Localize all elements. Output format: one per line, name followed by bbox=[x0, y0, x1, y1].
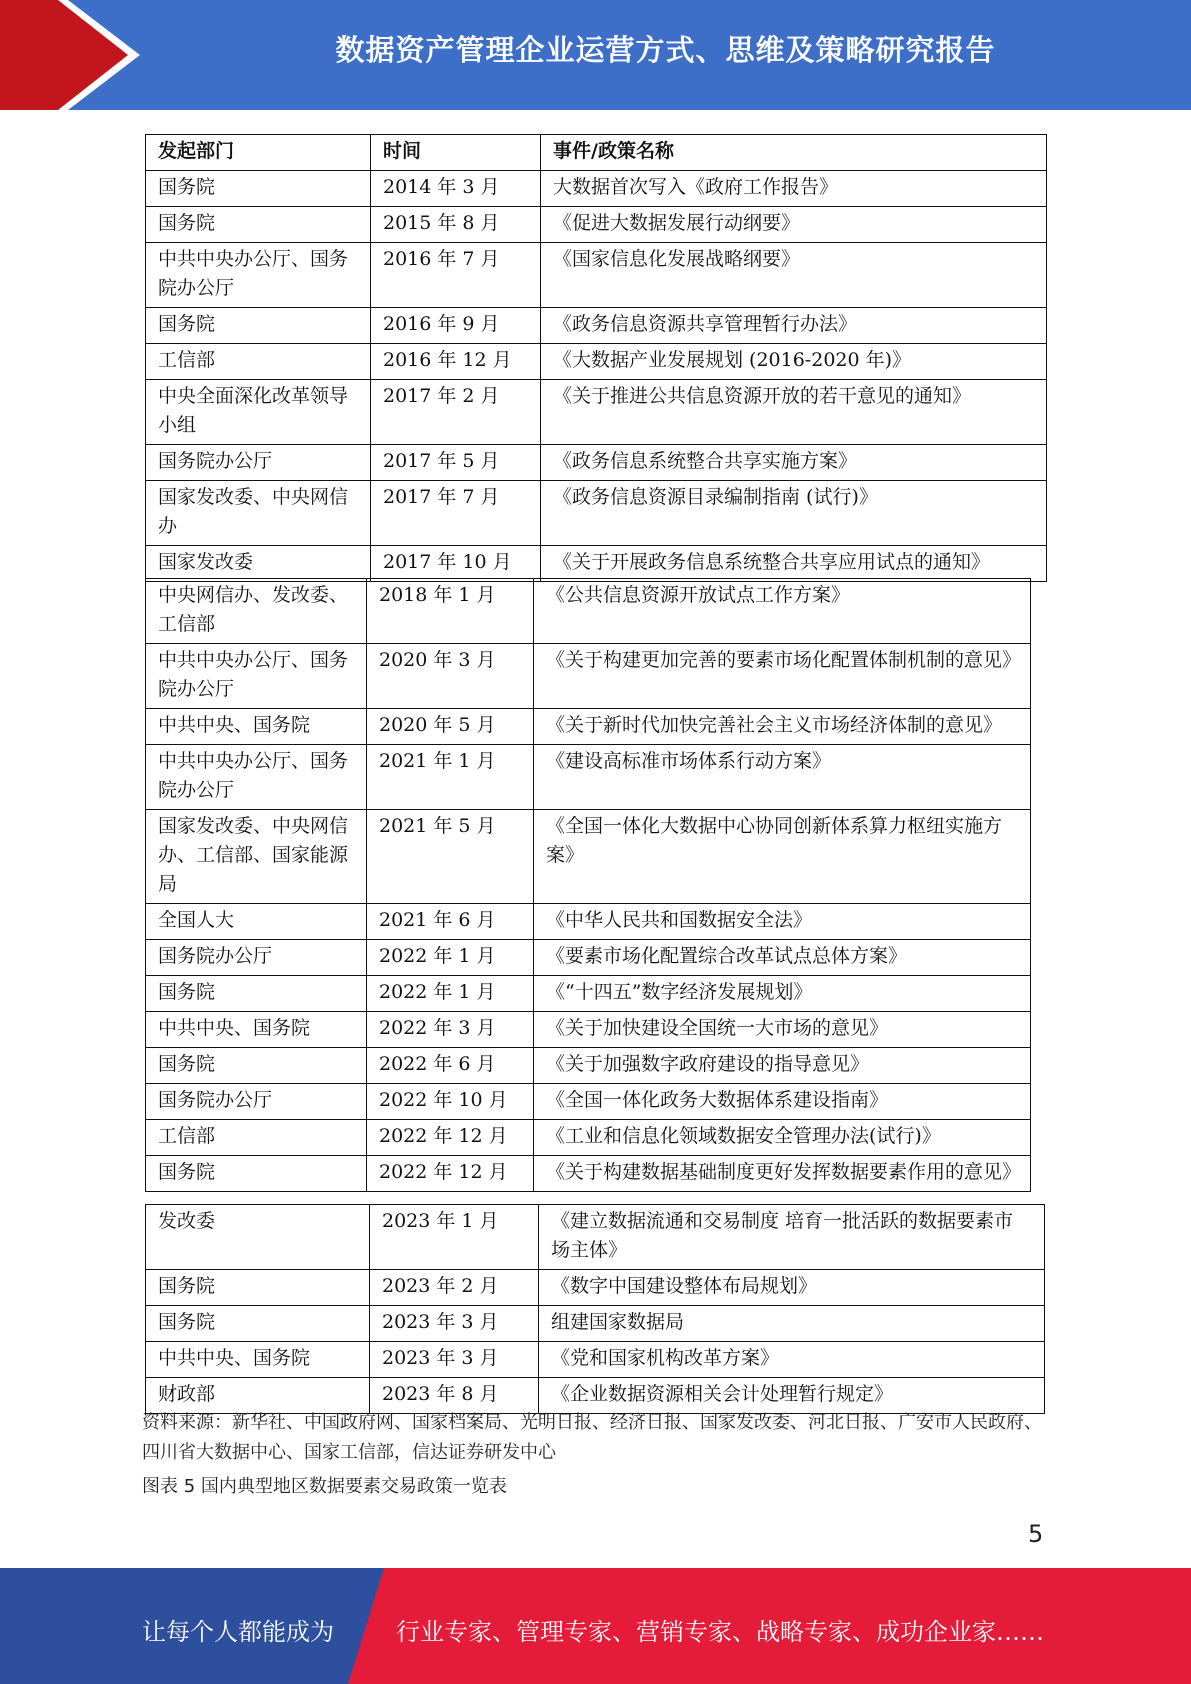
date-cell: 2022 年 1 月 bbox=[367, 940, 534, 976]
date-cell: 2023 年 8 月 bbox=[370, 1378, 539, 1414]
policy-name-cell: 《大数据产业发展规划 (2016-2020 年)》 bbox=[541, 344, 1047, 380]
policy-name-cell: 《建立数据流通和交易制度 培育一批活跃的数据要素市场主体》 bbox=[539, 1205, 1045, 1270]
department-cell: 国务院 bbox=[146, 171, 371, 207]
policy-table-2 bbox=[145, 578, 1031, 1192]
department-cell: 发改委 bbox=[146, 1205, 370, 1270]
date-cell: 2021 年 1 月 bbox=[367, 745, 534, 810]
table-row bbox=[146, 308, 1047, 344]
table-row bbox=[146, 171, 1047, 207]
table-header-row bbox=[146, 135, 1047, 171]
department-cell: 国家发改委、中央网信办、工信部、国家能源局 bbox=[146, 810, 367, 904]
date-cell: 2023 年 3 月 bbox=[370, 1306, 539, 1342]
footer-slogan-left: 让每个人都能成为 bbox=[142, 1618, 334, 1646]
department-cell: 国务院办公厅 bbox=[146, 445, 371, 481]
policy-name-cell: 《“十四五”数字经济发展规划》 bbox=[534, 976, 1031, 1012]
department-cell: 中共中央、国务院 bbox=[146, 1342, 370, 1378]
policy-name-cell: 组建国家数据局 bbox=[539, 1306, 1045, 1342]
date-cell: 2016 年 9 月 bbox=[371, 308, 541, 344]
date-cell: 2014 年 3 月 bbox=[371, 171, 541, 207]
policy-name-cell: 《公共信息资源开放试点工作方案》 bbox=[534, 579, 1031, 644]
policy-name-cell: 《关于加快建设全国统一大市场的意见》 bbox=[534, 1012, 1031, 1048]
table-row bbox=[146, 709, 1031, 745]
table-row bbox=[146, 1270, 1045, 1306]
date-cell: 2022 年 12 月 bbox=[367, 1156, 534, 1192]
department-cell: 工信部 bbox=[146, 344, 371, 380]
table-row bbox=[146, 1084, 1031, 1120]
policy-name-cell: 《促进大数据发展行动纲要》 bbox=[541, 207, 1047, 243]
date-cell: 2017 年 2 月 bbox=[371, 380, 541, 445]
table-row bbox=[146, 344, 1047, 380]
date-cell: 2016 年 7 月 bbox=[371, 243, 541, 308]
column-header: 事件/政策名称 bbox=[541, 135, 1047, 171]
table-row bbox=[146, 579, 1031, 644]
date-cell: 2023 年 1 月 bbox=[370, 1205, 539, 1270]
policy-name-cell: 《工业和信息化领域数据安全管理办法(试行)》 bbox=[534, 1120, 1031, 1156]
date-cell: 2021 年 6 月 bbox=[367, 904, 534, 940]
column-header: 发起部门 bbox=[146, 135, 371, 171]
table-row bbox=[146, 546, 1047, 582]
department-cell: 国务院 bbox=[146, 1306, 370, 1342]
table-row bbox=[146, 976, 1031, 1012]
date-cell: 2023 年 3 月 bbox=[370, 1342, 539, 1378]
table-row bbox=[146, 1306, 1045, 1342]
department-cell: 财政部 bbox=[146, 1378, 370, 1414]
date-cell: 2018 年 1 月 bbox=[367, 579, 534, 644]
table-row bbox=[146, 1156, 1031, 1192]
policy-name-cell: 《政务信息资源目录编制指南 (试行)》 bbox=[541, 481, 1047, 546]
table-row bbox=[146, 445, 1047, 481]
policy-name-cell: 《全国一体化大数据中心协同创新体系算力枢纽实施方案》 bbox=[534, 810, 1031, 904]
date-cell: 2017 年 7 月 bbox=[371, 481, 541, 546]
date-cell: 2015 年 8 月 bbox=[371, 207, 541, 243]
page-footer bbox=[0, 1568, 1191, 1684]
table-row bbox=[146, 1012, 1031, 1048]
table-row bbox=[146, 1120, 1031, 1156]
table-row bbox=[146, 481, 1047, 546]
date-cell: 2016 年 12 月 bbox=[371, 344, 541, 380]
policy-name-cell: 《关于构建数据基础制度更好发挥数据要素作用的意见》 bbox=[534, 1156, 1031, 1192]
policy-name-cell: 《企业数据资源相关会计处理暂行规定》 bbox=[539, 1378, 1045, 1414]
policy-name-cell: 《关于新时代加快完善社会主义市场经济体制的意见》 bbox=[534, 709, 1031, 745]
table-row bbox=[146, 904, 1031, 940]
date-cell: 2017 年 10 月 bbox=[371, 546, 541, 582]
policy-name-cell: 《建设高标准市场体系行动方案》 bbox=[534, 745, 1031, 810]
department-cell: 中央网信办、发改委、工信部 bbox=[146, 579, 367, 644]
date-cell: 2020 年 5 月 bbox=[367, 709, 534, 745]
header-chevron-decoration bbox=[0, 0, 150, 110]
policy-name-cell: 《关于推进公共信息资源开放的若干意见的通知》 bbox=[541, 380, 1047, 445]
table-row bbox=[146, 1205, 1045, 1270]
department-cell: 国务院 bbox=[146, 1156, 367, 1192]
date-cell: 2022 年 10 月 bbox=[367, 1084, 534, 1120]
date-cell: 2022 年 12 月 bbox=[367, 1120, 534, 1156]
policy-name-cell: 《全国一体化政务大数据体系建设指南》 bbox=[534, 1084, 1031, 1120]
department-cell: 国务院办公厅 bbox=[146, 1084, 367, 1120]
table-row bbox=[146, 243, 1047, 308]
department-cell: 国务院 bbox=[146, 976, 367, 1012]
table-row bbox=[146, 940, 1031, 976]
department-cell: 中共中央办公厅、国务院办公厅 bbox=[146, 644, 367, 709]
department-cell: 国务院 bbox=[146, 1270, 370, 1306]
date-cell: 2022 年 6 月 bbox=[367, 1048, 534, 1084]
policy-name-cell: 《要素市场化配置综合改革试点总体方案》 bbox=[534, 940, 1031, 976]
date-cell: 2020 年 3 月 bbox=[367, 644, 534, 709]
department-cell: 工信部 bbox=[146, 1120, 367, 1156]
table-row bbox=[146, 380, 1047, 445]
table-row bbox=[146, 1342, 1045, 1378]
policy-name-cell: 大数据首次写入《政府工作报告》 bbox=[541, 171, 1047, 207]
policy-name-cell: 《中华人民共和国数据安全法》 bbox=[534, 904, 1031, 940]
department-cell: 国家发改委、中央网信办 bbox=[146, 481, 371, 546]
department-cell: 中共中央办公厅、国务院办公厅 bbox=[146, 243, 371, 308]
date-cell: 2022 年 3 月 bbox=[367, 1012, 534, 1048]
report-title: 数据资产管理企业运营方式、思维及策略研究报告 bbox=[335, 33, 996, 67]
department-cell: 中共中央、国务院 bbox=[146, 709, 367, 745]
policy-name-cell: 《数字中国建设整体布局规划》 bbox=[539, 1270, 1045, 1306]
table-row bbox=[146, 644, 1031, 709]
source-note: 资料来源：新华社、中国政府网、国家档案局、光明日报、经济日报、国家发改委、河北日报、广安市人民政府、四川省大数据中心、国家工信部，信达证券研发中心 bbox=[142, 1412, 1042, 1463]
policy-name-cell: 《关于构建更加完善的要素市场化配置体制机制的意见》 bbox=[534, 644, 1031, 709]
footer-slogan-right: 行业专家、管理专家、营销专家、战略专家、成功企业家…… bbox=[396, 1618, 1044, 1646]
policy-name-cell: 《政务信息资源共享管理暂行办法》 bbox=[541, 308, 1047, 344]
department-cell: 全国人大 bbox=[146, 904, 367, 940]
department-cell: 国务院办公厅 bbox=[146, 940, 367, 976]
table-row bbox=[146, 207, 1047, 243]
department-cell: 中共中央、国务院 bbox=[146, 1012, 367, 1048]
date-cell: 2023 年 2 月 bbox=[370, 1270, 539, 1306]
department-cell: 国务院 bbox=[146, 308, 371, 344]
policy-name-cell: 《党和国家机构改革方案》 bbox=[539, 1342, 1045, 1378]
table-row bbox=[146, 1048, 1031, 1084]
policy-name-cell: 《关于加强数字政府建设的指导意见》 bbox=[534, 1048, 1031, 1084]
figure-caption: 图表 5 国内典型地区数据要素交易政策一览表 bbox=[142, 1476, 507, 1497]
policy-name-cell: 《政务信息系统整合共享实施方案》 bbox=[541, 445, 1047, 481]
page-number: 5 bbox=[1028, 1520, 1044, 1548]
department-cell: 中共中央办公厅、国务院办公厅 bbox=[146, 745, 367, 810]
department-cell: 国务院 bbox=[146, 1048, 367, 1084]
department-cell: 国务院 bbox=[146, 207, 371, 243]
column-header: 时间 bbox=[371, 135, 541, 171]
table-row bbox=[146, 810, 1031, 904]
policy-name-cell: 《关于开展政务信息系统整合共享应用试点的通知》 bbox=[541, 546, 1047, 582]
department-cell: 中央全面深化改革领导小组 bbox=[146, 380, 371, 445]
department-cell: 国家发改委 bbox=[146, 546, 371, 582]
policy-name-cell: 《国家信息化发展战略纲要》 bbox=[541, 243, 1047, 308]
policy-table-1 bbox=[145, 134, 1047, 582]
table-row bbox=[146, 745, 1031, 810]
page-header bbox=[0, 0, 1191, 110]
date-cell: 2021 年 5 月 bbox=[367, 810, 534, 904]
date-cell: 2022 年 1 月 bbox=[367, 976, 534, 1012]
policy-table-3 bbox=[145, 1204, 1045, 1414]
date-cell: 2017 年 5 月 bbox=[371, 445, 541, 481]
